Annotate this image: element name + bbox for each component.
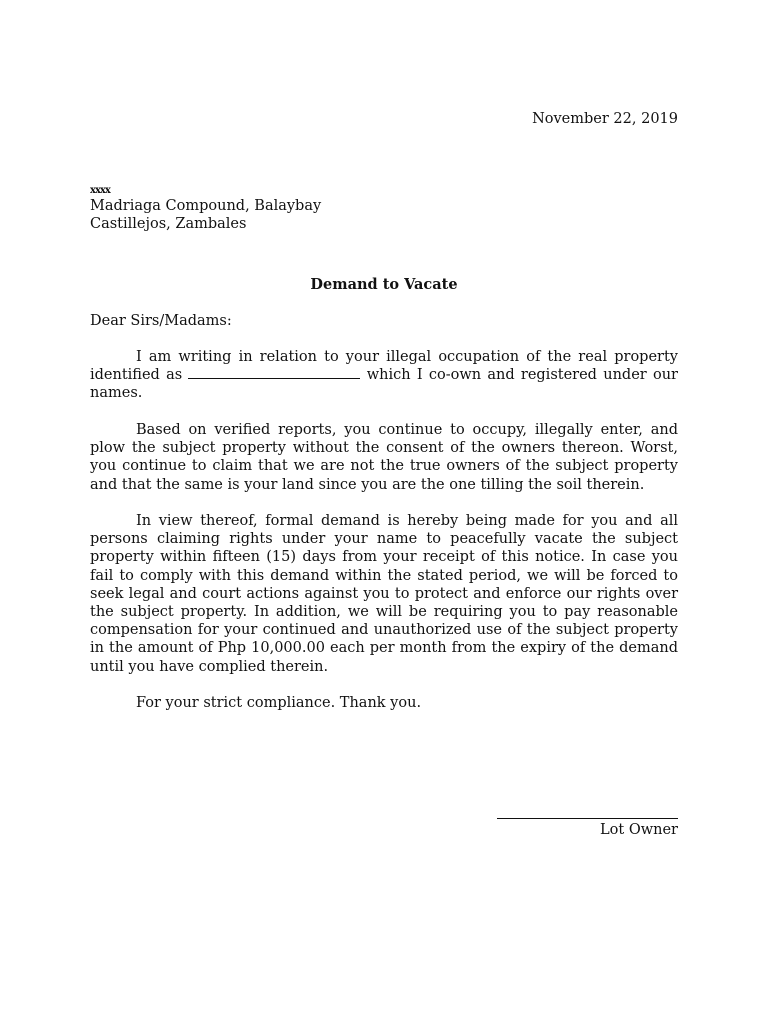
recipient-address-block: [90, 185, 321, 233]
paragraph-1-text-before: I am writing in relation to your illegal occupation of the real property identified as: [90, 349, 678, 384]
signature-line: [497, 818, 678, 819]
salutation: Dear Sirs/Madams:: [90, 313, 232, 329]
letter-title: Demand to Vacate: [310, 276, 458, 293]
redacted-recipient-name: xxxx: [90, 185, 110, 196]
paragraph-1: [90, 348, 678, 403]
signature-label: Lot Owner: [600, 822, 678, 838]
paragraph-1-text-after: which I co-own and registered under our names.: [90, 367, 678, 402]
address-line-2: Castillejos, Zambales: [90, 216, 247, 232]
paragraph-4: For your strict compliance. Thank you.: [136, 695, 422, 711]
paragraph-2: Based on verified reports, you continue to occupy, illegally enter, and plow the subject property without the consent of the owners thereon. Worst, you continue to claim that we are not the true owners of the subject property and that the same is your land since you are the one tilling the soil therein.: [90, 422, 678, 493]
address-line-1: Madriaga Compound, Balaybay: [90, 198, 322, 214]
letter-date: November 22, 2019: [532, 111, 678, 127]
property-blank-line: [188, 366, 360, 379]
paragraph-3: In view thereof, formal demand is hereby being made for you and all persons claiming rights under your name to peacefully vacate the subject property within fifteen (15) days from your receipt of this notice. In case you fail to comply with this demand within the stated period, we will be forced to seek legal and court actions against you to protect and enforce our rights over the subject property. In addition, we will be requiring you to pay reasonable compensation for your continued and unauthorized use of the subject property in the amount of Php 10,000.00 each per month from the expiry of the demand until you have complied therein.: [90, 513, 678, 675]
